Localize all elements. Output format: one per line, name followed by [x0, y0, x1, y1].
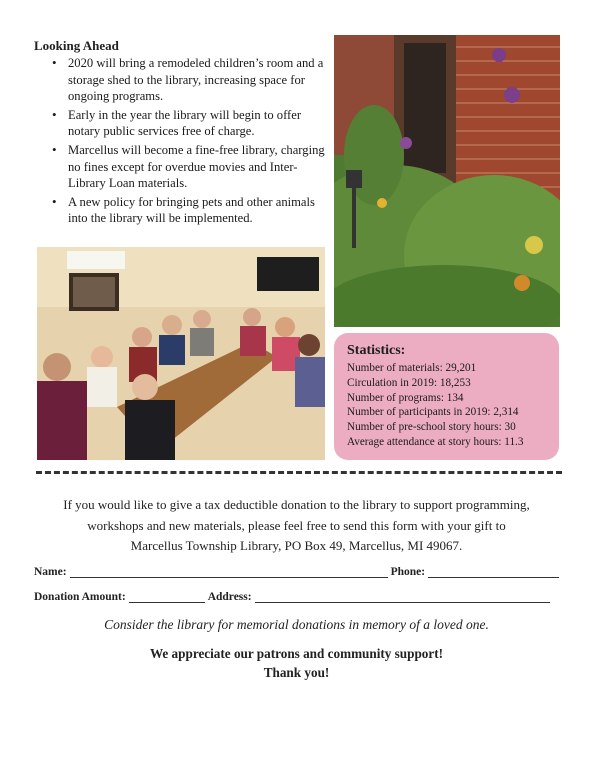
donation-text — [30, 495, 563, 557]
statistics-title: Statistics: — [347, 343, 406, 358]
statistic-row: Number of programs: 134 — [347, 391, 464, 404]
thank-you-line: Thank you! — [263, 664, 330, 680]
appreciation-line: We appreciate our patrons and community support! — [149, 646, 444, 661]
garden-photo — [334, 35, 560, 327]
statistic-row: Circulation in 2019: 18,253 — [347, 376, 471, 389]
donation-line: workshops and new materials, please feel free to send this form with your gift to — [87, 517, 506, 533]
statistic-row: Number of participants in 2019: 2,314 — [347, 406, 519, 419]
group-photo — [37, 247, 325, 460]
name-label: Name: — [34, 566, 67, 578]
donation-line: Marcellus Township Library, PO Box 49, Marcellus, MI 49067. — [130, 538, 463, 553]
list-item: • Early in the year the library will begin to offer notary public services free of charge. — [52, 107, 332, 140]
statistic-row: Number of materials: 29,201 — [347, 362, 477, 374]
thank-you-message — [30, 645, 563, 682]
list-item: • 2020 will bring a remodeled children’s room and a storage shed to the library, increasing space for ongoing programs. — [52, 55, 332, 105]
statistic-row: Number of pre-school story hours: 30 — [347, 421, 516, 434]
list-item: • A new policy for bringing pets and other animals into the library will be implemented. — [52, 194, 332, 227]
amount-address-row — [34, 590, 553, 603]
phone-label: Phone: — [390, 566, 426, 578]
list-item: • Marcellus will become a fine-free library, charging no fines except for overdue movies and Inter-Library Loan materials. — [52, 142, 332, 192]
memorial-note: Consider the library for memorial donations in memory of a loved one. — [104, 617, 489, 632]
statistic-row: Average attendance at story hours: 11.3 — [347, 435, 524, 448]
phone-field[interactable] — [428, 565, 559, 578]
statistics-box — [334, 333, 559, 460]
name-phone-row — [34, 565, 562, 578]
address-field[interactable] — [255, 590, 550, 603]
donation-amount-label: Donation Amount: — [34, 591, 126, 603]
looking-ahead-list — [52, 55, 332, 229]
cut-line-divider — [36, 471, 562, 474]
section-heading: Looking Ahead — [34, 38, 119, 53]
donation-line: If you would like to give a tax deductible donation to the library to support programming, — [63, 497, 530, 512]
donation-amount-field[interactable] — [129, 590, 205, 603]
name-field[interactable] — [70, 565, 388, 578]
address-label: Address: — [207, 591, 252, 603]
